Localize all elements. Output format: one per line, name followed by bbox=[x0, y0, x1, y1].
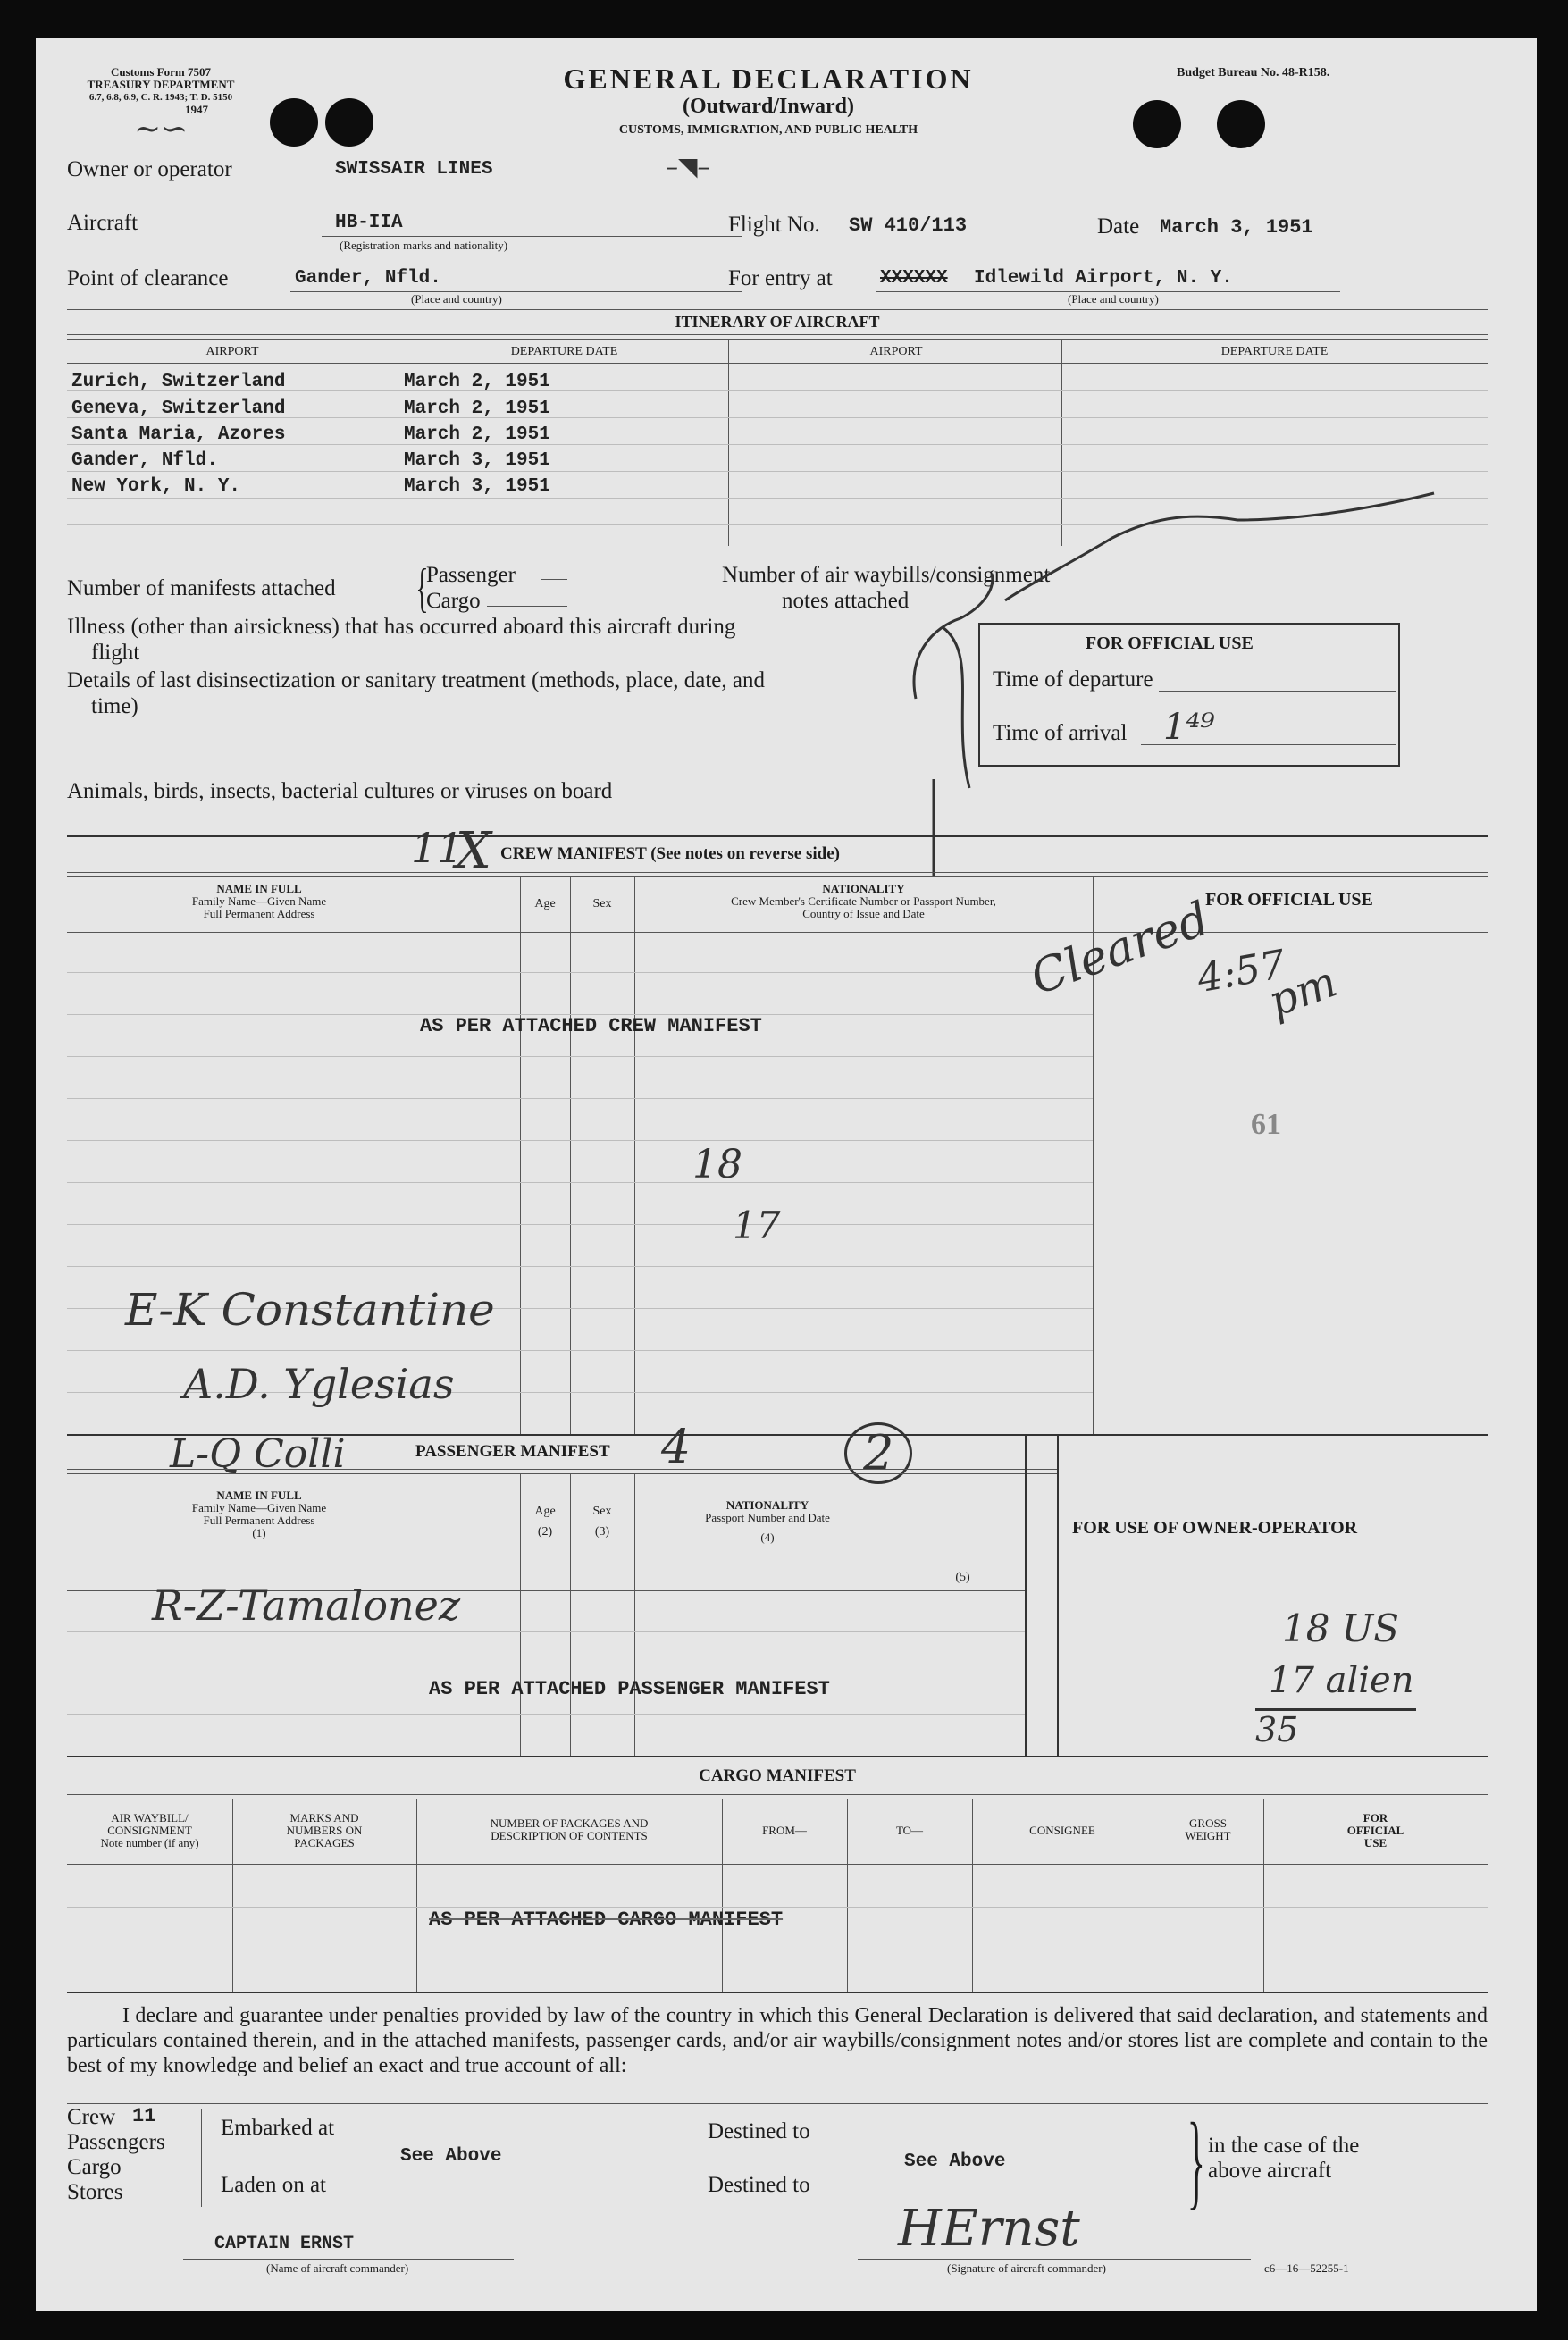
entry-struck: XXXXXX bbox=[880, 268, 948, 289]
entry-value: Idlewild Airport, N. Y. bbox=[974, 268, 1233, 289]
itinerary-head: DEPARTURE DATE bbox=[510, 345, 618, 358]
rule bbox=[67, 835, 1488, 837]
divider bbox=[728, 339, 729, 546]
passengers-label: Passengers bbox=[67, 2130, 165, 2154]
brace: } bbox=[1186, 2101, 1205, 2219]
budget-number: Budget Bureau No. 48-R158. bbox=[1177, 66, 1330, 80]
punch-hole bbox=[270, 98, 318, 147]
rule bbox=[67, 1794, 1488, 1795]
rule bbox=[67, 1224, 1093, 1225]
hw-tally: 18 US bbox=[1282, 1606, 1399, 1650]
itinerary-head: AIRPORT bbox=[869, 345, 923, 358]
flight-value: SW 410/113 bbox=[849, 214, 968, 237]
punch-hole bbox=[1217, 100, 1265, 148]
rule bbox=[67, 1056, 1093, 1057]
destined-label-1: Destined to bbox=[708, 2119, 810, 2143]
clearance-note: (Place and country) bbox=[411, 292, 502, 306]
rule bbox=[67, 972, 1093, 973]
aircraft-underline bbox=[322, 236, 742, 237]
cargo-label-decl: Cargo bbox=[67, 2155, 122, 2179]
itinerary-airport: New York, N. Y. bbox=[71, 476, 241, 497]
hw-mid-1: 18 bbox=[692, 1142, 742, 1187]
head-line: (1) bbox=[252, 1526, 266, 1539]
commander-name: CAPTAIN ERNST bbox=[214, 2234, 355, 2254]
head-line: NATIONALITY bbox=[822, 882, 905, 895]
aircraft-label: Aircraft bbox=[67, 211, 138, 235]
itinerary-airport: Santa Maria, Azores bbox=[71, 424, 286, 445]
animals-label: Animals, birds, insects, bacterial cultures or viruses on board bbox=[67, 779, 613, 803]
cargo-head: TO— bbox=[895, 1824, 924, 1837]
official-use-title: FOR OFFICIAL USE bbox=[1086, 633, 1254, 653]
pass-sex-head bbox=[570, 1505, 634, 1539]
case-label-1: in the case of the bbox=[1208, 2134, 1360, 2158]
entry-label: For entry at bbox=[728, 266, 833, 290]
cargo-head bbox=[416, 1817, 722, 1842]
rule bbox=[67, 1350, 1093, 1351]
passenger-title: PASSENGER MANIFEST bbox=[415, 1442, 610, 1461]
rule bbox=[67, 1098, 1093, 1099]
rule bbox=[67, 1864, 1488, 1865]
date-value: March 3, 1951 bbox=[1160, 216, 1313, 239]
head-line: OFFICIAL bbox=[1346, 1824, 1404, 1837]
cargo-head bbox=[67, 1812, 232, 1849]
head-line: NUMBERS ON bbox=[286, 1824, 363, 1837]
hw-official-1: Cleared bbox=[1023, 892, 1217, 1006]
pass-nat-head bbox=[634, 1499, 901, 1544]
hw-crew-name: A.D. Yglesias bbox=[183, 1360, 455, 1408]
crew-age-head: Age bbox=[534, 897, 556, 910]
itinerary-head: DEPARTURE DATE bbox=[1220, 345, 1329, 358]
owner-value: SWISSAIR LINES bbox=[335, 159, 493, 180]
cargo-body: AS PER ATTACHED CARGO MANIFEST bbox=[429, 1908, 784, 1931]
hw-tally: 17 alien bbox=[1269, 1660, 1414, 1701]
head-line: Family Name—Given Name bbox=[191, 894, 327, 908]
page-subtitle-2: CUSTOMS, IMMIGRATION, AND PUBLIC HEALTH bbox=[618, 123, 918, 137]
head-line: Family Name—Given Name bbox=[191, 1501, 327, 1514]
punch-hole bbox=[1133, 100, 1181, 148]
hw-pass-circle: 2 bbox=[844, 1422, 912, 1484]
declaration-text: I declare and guarantee under penalties provided by law of the country in which this General Declaration is delivered that said declaration, and statements and particulars contained therein, and in the attached manifests, passenger cards, and/or air waybills/consignment notes and/or stores list are complete and contain to the best of my knowledge and belief an exact and true account of all: bbox=[67, 2004, 1488, 2077]
see-above-2: See Above bbox=[904, 2151, 1006, 2172]
rule bbox=[67, 1992, 1488, 1993]
case-label-2: above aircraft bbox=[1208, 2159, 1332, 2183]
divider bbox=[201, 2109, 202, 2207]
itinerary-airport: Zurich, Switzerland bbox=[71, 372, 286, 392]
head-line: (2) bbox=[537, 1525, 553, 1539]
crew-name-head bbox=[125, 883, 393, 920]
head-line: FOR bbox=[1363, 1811, 1388, 1824]
stores-label: Stores bbox=[67, 2180, 123, 2204]
itinerary-airport: Gander, Nfld. bbox=[71, 450, 218, 471]
head-line: NAME IN FULL bbox=[216, 882, 302, 895]
print-code: c6—16—52255-1 bbox=[1264, 2261, 1349, 2275]
form-line: TREASURY DEPARTMENT bbox=[87, 78, 235, 91]
clearance-underline bbox=[290, 291, 742, 292]
itinerary-date: March 2, 1951 bbox=[404, 372, 550, 392]
rule bbox=[67, 1714, 1025, 1715]
rule bbox=[67, 932, 1488, 933]
head-line: NATIONALITY bbox=[725, 1498, 809, 1512]
itinerary-date: March 3, 1951 bbox=[404, 450, 550, 471]
head-line: (4) bbox=[760, 1531, 775, 1544]
head-line: Country of Issue and Date bbox=[802, 907, 925, 920]
handwritten-count: 11 bbox=[411, 824, 464, 872]
head-line: Full Permanent Address bbox=[203, 1514, 315, 1527]
passenger-body: AS PER ATTACHED PASSENGER MANIFEST bbox=[429, 1678, 830, 1700]
rule bbox=[67, 1140, 1093, 1141]
form-number bbox=[71, 66, 250, 116]
page-subtitle: (Outward/Inward) bbox=[682, 95, 854, 118]
rule bbox=[67, 1907, 1488, 1908]
crew-count: 11 bbox=[132, 2105, 156, 2127]
illness-label: Illness (other than airsickness) that has occurred aboard this aircraft during bbox=[67, 615, 736, 639]
departure-label: Time of departure bbox=[993, 667, 1153, 692]
cargo-label: Cargo bbox=[426, 589, 481, 613]
destined-label-2: Destined to bbox=[708, 2173, 810, 2197]
form-line: Customs Form 7507 bbox=[111, 65, 211, 79]
divider bbox=[634, 876, 635, 1436]
hw-crew-name: E-K Constantine bbox=[125, 1284, 495, 1336]
head-line: Note number (if any) bbox=[100, 1836, 199, 1849]
hw-official-3: pm bbox=[1262, 956, 1344, 1027]
head-line: AIR WAYBILL/ bbox=[111, 1811, 189, 1824]
commander-signature: HErnst bbox=[898, 2200, 1080, 2258]
passenger-label: Passenger bbox=[426, 563, 516, 587]
head-line: Sex bbox=[592, 1505, 612, 1518]
page-title: GENERAL DECLARATION bbox=[563, 63, 974, 95]
head-line: Full Permanent Address bbox=[203, 907, 315, 920]
arrival-label: Time of arrival bbox=[993, 721, 1128, 745]
signature-note: (Signature of aircraft commander) bbox=[947, 2261, 1106, 2275]
commander-note: (Name of aircraft commander) bbox=[266, 2261, 409, 2275]
divider bbox=[1025, 1436, 1027, 1756]
crew-label: Crew bbox=[67, 2105, 116, 2129]
rule bbox=[67, 334, 1488, 335]
rule bbox=[67, 1756, 1488, 1757]
head-line: USE bbox=[1363, 1836, 1388, 1849]
head-line: NUMBER OF PACKAGES AND bbox=[490, 1816, 649, 1830]
head-line: PACKAGES bbox=[294, 1836, 355, 1849]
cargo-head: CONSIGNEE bbox=[1029, 1824, 1095, 1837]
illness-label-2: flight bbox=[91, 641, 140, 665]
hw-official-2: 4:57 bbox=[1194, 941, 1289, 1002]
itinerary-date: March 2, 1951 bbox=[404, 424, 550, 445]
head-line: CONSIGNMENT bbox=[107, 1824, 192, 1837]
waybills-label-2: notes attached bbox=[782, 589, 910, 613]
cargo-head bbox=[1263, 1812, 1488, 1849]
rule bbox=[67, 339, 1488, 340]
head-line: Age bbox=[534, 1505, 556, 1518]
disinsect-label-2: time) bbox=[91, 694, 138, 718]
handwritten-scribble: ∼∽ bbox=[134, 111, 189, 147]
pass-col5-head: (5) bbox=[955, 1571, 970, 1584]
punch-hole bbox=[325, 98, 373, 147]
disinsect-label: Details of last disinsectization or sanitary treatment (methods, place, date, and bbox=[67, 668, 765, 692]
rule bbox=[858, 2259, 1251, 2260]
rule bbox=[67, 872, 1488, 873]
head-line: Passport Number and Date bbox=[705, 1511, 830, 1524]
flight-label: Flight No. bbox=[728, 213, 820, 237]
waybills-label: Number of air waybills/consignment bbox=[722, 563, 1051, 587]
cargo-head bbox=[232, 1812, 416, 1849]
head-line: GROSS bbox=[1189, 1816, 1227, 1830]
form-line: 6.7, 6.8, 6.9, C. R. 1943; T. D. 5150 bbox=[88, 92, 233, 103]
head-line: NAME IN FULL bbox=[216, 1489, 302, 1502]
handwritten-scribble: –◥– bbox=[666, 152, 710, 181]
entry-note: (Place and country) bbox=[1068, 292, 1159, 306]
itinerary-title: ITINERARY OF AIRCRAFT bbox=[675, 313, 880, 331]
itinerary-head: AIRPORT bbox=[205, 345, 259, 358]
pass-age-head bbox=[520, 1505, 570, 1539]
head-line: WEIGHT bbox=[1185, 1829, 1231, 1842]
crew-official-head: FOR OFFICIAL USE bbox=[1205, 890, 1373, 910]
rule bbox=[67, 876, 1488, 877]
head-line: DESCRIPTION OF CONTENTS bbox=[491, 1829, 648, 1842]
handwritten-x: X bbox=[456, 822, 491, 880]
see-above-1: See Above bbox=[400, 2146, 502, 2167]
arrival-value: 1⁴⁹ bbox=[1163, 707, 1215, 748]
aircraft-value: HB-IIA bbox=[335, 213, 403, 233]
rule bbox=[487, 606, 567, 607]
crew-title: CREW MANIFEST (See notes on reverse side) bbox=[500, 844, 840, 863]
clearance-label: Point of clearance bbox=[67, 266, 229, 290]
embarked-label: Embarked at bbox=[221, 2116, 335, 2140]
rule bbox=[67, 471, 1488, 472]
divider bbox=[570, 876, 571, 1436]
rule bbox=[67, 1473, 1057, 1474]
head-line: Crew Member's Certificate Number or Passport Number, bbox=[731, 894, 996, 908]
rule bbox=[67, 363, 1488, 364]
date-label: Date bbox=[1097, 214, 1140, 239]
hw-tally: 35 bbox=[1255, 1710, 1299, 1749]
cargo-head: FROM— bbox=[762, 1824, 807, 1837]
rule bbox=[67, 1434, 1488, 1436]
cargo-title: CARGO MANIFEST bbox=[699, 1766, 856, 1785]
itinerary-airport: Geneva, Switzerland bbox=[71, 398, 286, 419]
hw-mid-2: 17 bbox=[733, 1204, 781, 1247]
pass-name-head bbox=[125, 1489, 393, 1539]
head-line: (3) bbox=[594, 1525, 610, 1539]
hw-pass-mark: 4 bbox=[661, 1421, 692, 1474]
hw-pass-name: R-Z-Tamalonez bbox=[152, 1581, 461, 1630]
rule bbox=[67, 1182, 1093, 1183]
rule bbox=[67, 2103, 1488, 2104]
cargo-head bbox=[1153, 1817, 1263, 1842]
itinerary-date: March 3, 1951 bbox=[404, 476, 550, 497]
divider bbox=[520, 876, 521, 1436]
handwritten-flourish bbox=[880, 484, 1452, 877]
head-line: MARKS AND bbox=[289, 1811, 359, 1824]
manifests-label: Number of manifests attached bbox=[67, 576, 336, 600]
laden-label: Laden on at bbox=[221, 2173, 327, 2197]
brace: { bbox=[415, 558, 429, 617]
rule bbox=[67, 1469, 1057, 1470]
rule bbox=[67, 1266, 1093, 1267]
rule bbox=[67, 1631, 1025, 1632]
stamp-number: 61 bbox=[1251, 1108, 1281, 1141]
rule bbox=[541, 579, 567, 580]
hw-crew-name: L-Q Colli bbox=[170, 1431, 346, 1477]
rule bbox=[67, 309, 1488, 310]
divider bbox=[1057, 1436, 1059, 1756]
rule bbox=[183, 2259, 514, 2260]
crew-body: AS PER ATTACHED CREW MANIFEST bbox=[420, 1015, 762, 1037]
form-line: 1947 bbox=[185, 103, 208, 116]
owner-label: Owner or operator bbox=[67, 157, 232, 181]
crew-nat-head bbox=[634, 883, 1093, 920]
aircraft-note: (Registration marks and nationality) bbox=[340, 239, 508, 252]
itinerary-date: March 2, 1951 bbox=[404, 398, 550, 419]
owner-use-head: FOR USE OF OWNER-OPERATOR bbox=[1072, 1518, 1358, 1538]
declaration-form bbox=[36, 38, 1537, 2311]
crew-sex-head: Sex bbox=[592, 897, 612, 910]
clearance-value: Gander, Nfld. bbox=[295, 268, 441, 289]
